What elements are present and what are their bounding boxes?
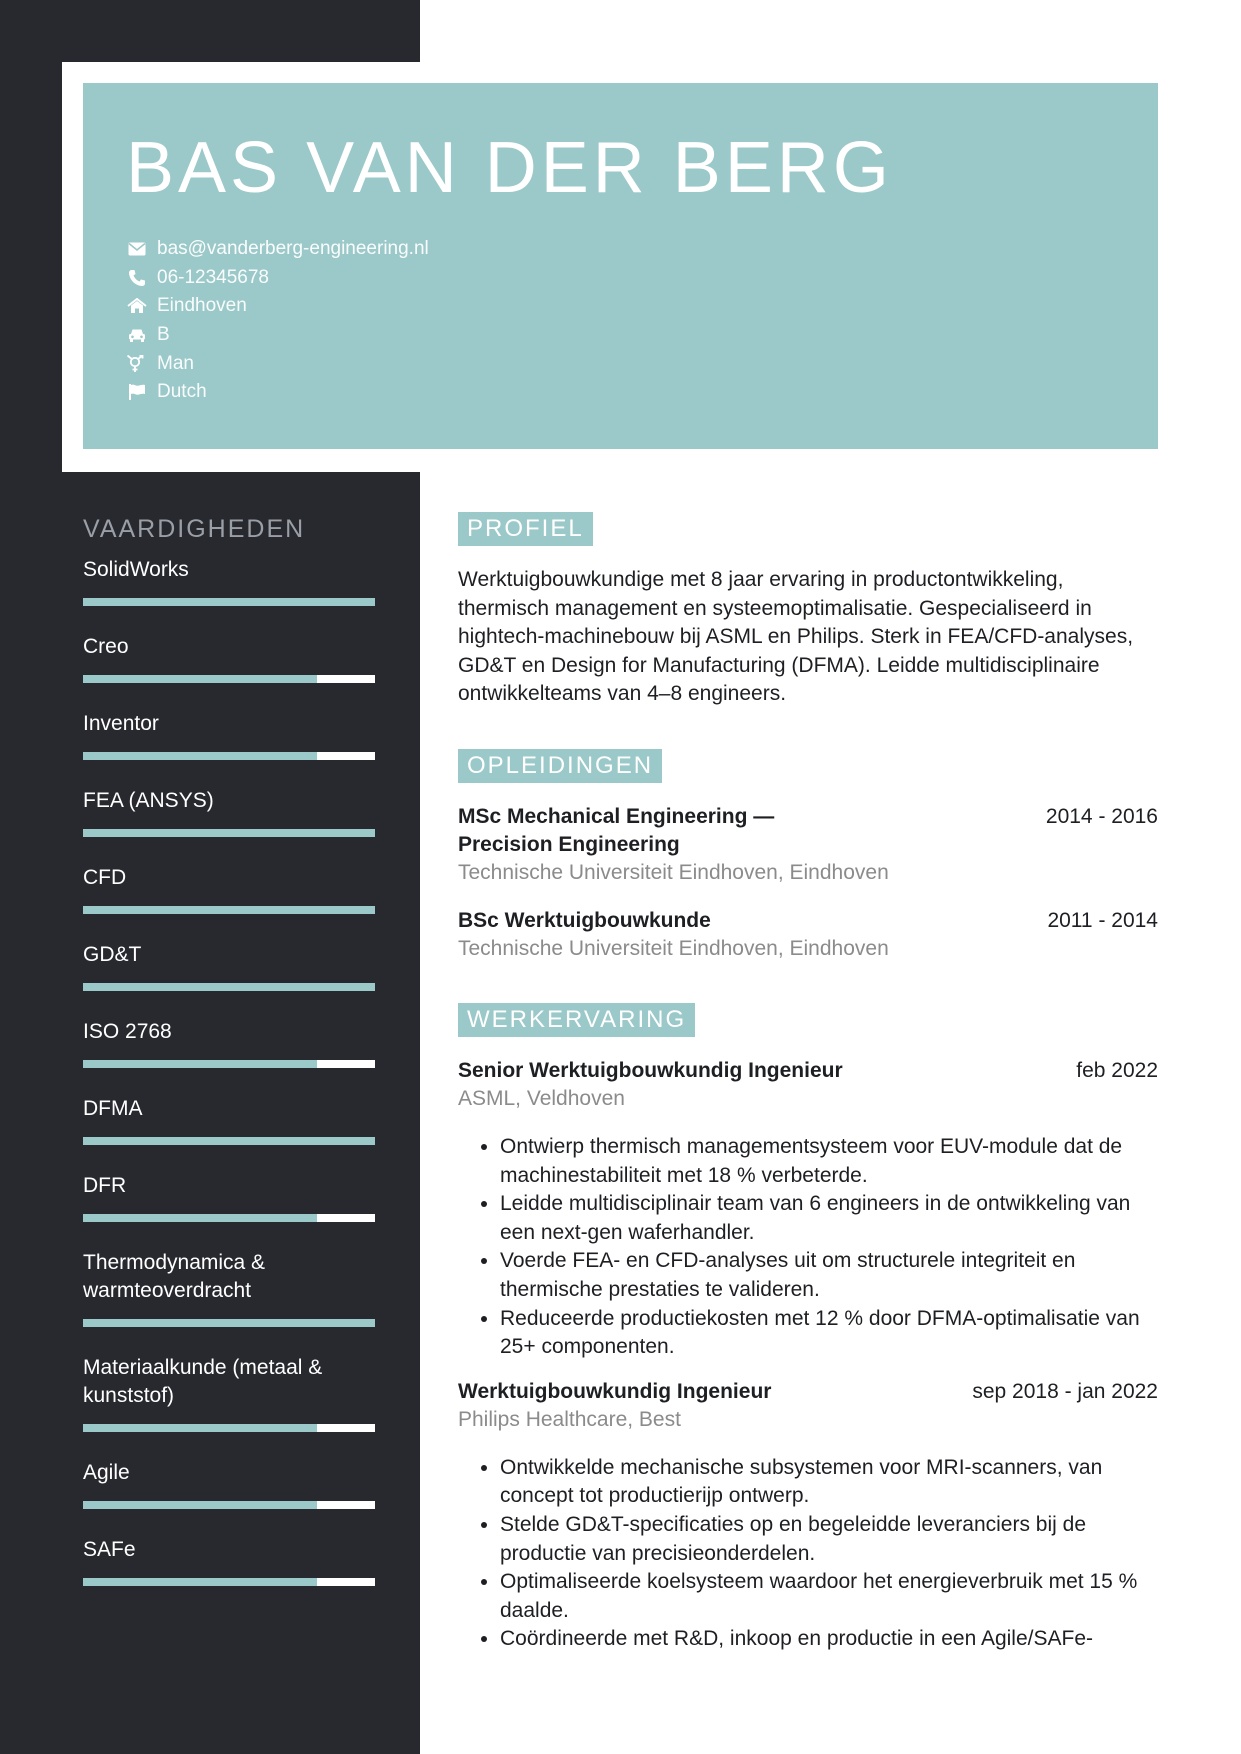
job-entry bbox=[458, 1378, 1158, 1654]
skill-level-fill bbox=[83, 598, 375, 606]
job-title: Werktuigbouwkundig Ingenieur bbox=[458, 1379, 772, 1403]
contact-license bbox=[126, 321, 429, 350]
profile-title: PROFIEL bbox=[458, 512, 593, 546]
education-school: Technische Universiteit Eindhoven, Eindhoven bbox=[458, 860, 889, 884]
job-bullet: • Voerde FEA- en CFD-analyses uit om structurele integriteit en thermische prestaties te valideren. bbox=[500, 1247, 1158, 1304]
skill-item bbox=[83, 941, 375, 991]
skill-item bbox=[83, 1354, 375, 1432]
skill-level-bar bbox=[83, 983, 375, 991]
flag-icon bbox=[126, 383, 148, 401]
contact-list bbox=[126, 235, 429, 407]
contact-email-text[interactable]: bas@vanderberg-engineering.nl bbox=[157, 238, 429, 260]
contact-nationality bbox=[126, 378, 429, 407]
skill-item bbox=[83, 1249, 375, 1327]
skill-list bbox=[83, 556, 375, 1586]
skill-item bbox=[83, 787, 375, 837]
contact-city bbox=[126, 292, 429, 321]
skill-level-bar bbox=[83, 598, 375, 606]
job-bullet: • Stelde GD&T-specificaties op en begeleidde leveranciers bij de productie van precisieonderdelen. bbox=[500, 1511, 1158, 1568]
skill-level-bar bbox=[83, 1578, 375, 1586]
skill-name: ISO 2768 bbox=[83, 1020, 172, 1043]
skill-name: Agile bbox=[83, 1461, 130, 1484]
skill-name: SolidWorks bbox=[83, 558, 189, 581]
job-company: ASML, Veldhoven bbox=[458, 1086, 625, 1110]
job-bullet: • Optimaliseerde koelsysteem waardoor het energieverbruik met 15 % daalde. bbox=[500, 1568, 1158, 1625]
main-content bbox=[458, 512, 1158, 1654]
skill-item bbox=[83, 1172, 375, 1222]
job-dates: feb 2022 bbox=[1076, 1058, 1158, 1082]
skill-level-bar bbox=[83, 906, 375, 914]
job-bullet: • Coördineerde met R&D, inkoop en productie in een Agile/SAFe- bbox=[500, 1625, 1158, 1654]
education-degree: MSc Mechanical Engineering — Precision Engineering bbox=[458, 804, 775, 856]
experience-title: WERKERVARING bbox=[458, 1003, 695, 1037]
job-bullet: • Ontwierp thermisch managementsysteem voor EUV-module dat de machinestabiliteit met 18 % verbeterde. bbox=[500, 1133, 1158, 1190]
experience-section bbox=[458, 1003, 1158, 1654]
contact-nationality-text: Dutch bbox=[157, 381, 207, 403]
contact-phone-text: 06-12345678 bbox=[157, 266, 269, 288]
skill-level-fill bbox=[83, 752, 317, 760]
contact-license-text: B bbox=[157, 324, 170, 346]
skill-name: Thermodynamica & warmteoverdracht bbox=[83, 1251, 266, 1302]
skill-item bbox=[83, 633, 375, 683]
skill-level-bar bbox=[83, 675, 375, 683]
job-title: Senior Werktuigbouwkundig Ingenieur bbox=[458, 1058, 843, 1082]
contact-email bbox=[126, 235, 429, 264]
skill-level-fill bbox=[83, 675, 317, 683]
skill-level-bar bbox=[83, 1501, 375, 1509]
job-bullet: • Reduceerde productiekosten met 12 % door DFMA-optimalisatie van 25+ componenten. bbox=[500, 1305, 1158, 1362]
contact-gender bbox=[126, 349, 429, 378]
home-icon bbox=[126, 297, 148, 315]
profile-section bbox=[458, 512, 1158, 709]
skill-name: Materiaalkunde (metaal & kunststof) bbox=[83, 1356, 323, 1407]
envelope-icon bbox=[126, 240, 148, 258]
skill-level-bar bbox=[83, 752, 375, 760]
skill-level-fill bbox=[83, 829, 375, 837]
education-section bbox=[458, 749, 1158, 963]
education-degree: BSc Werktuigbouwkunde bbox=[458, 908, 711, 932]
skill-level-fill bbox=[83, 1319, 375, 1327]
profile-text: Werktuigbouwkundige met 8 jaar ervaring in productontwikkeling, thermisch management en systeemoptimalisatie. Gespecialiseerd in hightech-machinebouw bij ASML en Philips. Sterk in FEA/CFD-analyses, GD&T en Design for Manufacturing (DFMA). Leidde multidisciplinaire ontwikkelteams van 4–8 engineers. bbox=[458, 568, 1134, 706]
education-entry bbox=[458, 803, 1158, 887]
education-dates: 2014 - 2016 bbox=[1045, 804, 1158, 828]
skill-name: GD&T bbox=[83, 943, 142, 966]
skills-title: VAARDIGHEDEN bbox=[83, 515, 306, 543]
skill-item bbox=[83, 710, 375, 760]
skill-item bbox=[83, 556, 375, 606]
education-school: Technische Universiteit Eindhoven, Eindhoven bbox=[458, 936, 889, 960]
skill-level-fill bbox=[83, 1060, 317, 1068]
skill-level-fill bbox=[83, 1578, 317, 1586]
job-bullets bbox=[458, 1454, 1158, 1654]
skill-name: CFD bbox=[83, 866, 127, 889]
skill-level-bar bbox=[83, 1424, 375, 1432]
skill-name: SAFe bbox=[83, 1538, 136, 1561]
candidate-name: BAS VAN DER BERG bbox=[126, 128, 893, 208]
skill-level-bar bbox=[83, 1319, 375, 1327]
skill-level-fill bbox=[83, 1137, 375, 1145]
job-company: Philips Healthcare, Best bbox=[458, 1407, 681, 1431]
education-dates: 2011 - 2014 bbox=[1047, 908, 1158, 932]
skill-level-bar bbox=[83, 1060, 375, 1068]
job-entry bbox=[458, 1057, 1158, 1362]
job-bullet: • Leidde multidisciplinair team van 6 engineers in de ontwikkeling van een next-gen waferhandler. bbox=[500, 1190, 1158, 1247]
skill-level-bar bbox=[83, 1214, 375, 1222]
skill-item bbox=[83, 1095, 375, 1145]
contact-gender-text: Man bbox=[157, 352, 194, 374]
skill-name: DFR bbox=[83, 1174, 127, 1197]
skill-item bbox=[83, 864, 375, 914]
job-bullets bbox=[458, 1133, 1158, 1362]
skill-name: Inventor bbox=[83, 712, 159, 735]
gender-icon bbox=[126, 355, 148, 373]
skill-level-fill bbox=[83, 906, 375, 914]
skill-item bbox=[83, 1018, 375, 1068]
education-entry bbox=[458, 907, 1158, 963]
skill-name: DFMA bbox=[83, 1097, 143, 1120]
skill-item bbox=[83, 1459, 375, 1509]
header bbox=[83, 83, 1158, 449]
skill-name: FEA (ANSYS) bbox=[83, 789, 214, 812]
skill-level-bar bbox=[83, 829, 375, 837]
skill-name: Creo bbox=[83, 635, 129, 658]
skill-level-bar bbox=[83, 1137, 375, 1145]
contact-city-text: Eindhoven bbox=[157, 295, 247, 317]
skill-level-fill bbox=[83, 1424, 317, 1432]
skills-section bbox=[83, 514, 375, 1613]
skill-level-fill bbox=[83, 1501, 317, 1509]
job-bullet: • Ontwikkelde mechanische subsystemen voor MRI-scanners, van concept tot productierijp ontwerp. bbox=[500, 1454, 1158, 1511]
job-dates: sep 2018 - jan 2022 bbox=[972, 1379, 1158, 1403]
skill-level-fill bbox=[83, 1214, 317, 1222]
skill-level-fill bbox=[83, 983, 375, 991]
contact-phone bbox=[126, 264, 429, 293]
skill-item bbox=[83, 1536, 375, 1586]
car-icon bbox=[126, 326, 148, 344]
education-title: OPLEIDINGEN bbox=[458, 749, 662, 783]
phone-icon bbox=[126, 269, 148, 287]
